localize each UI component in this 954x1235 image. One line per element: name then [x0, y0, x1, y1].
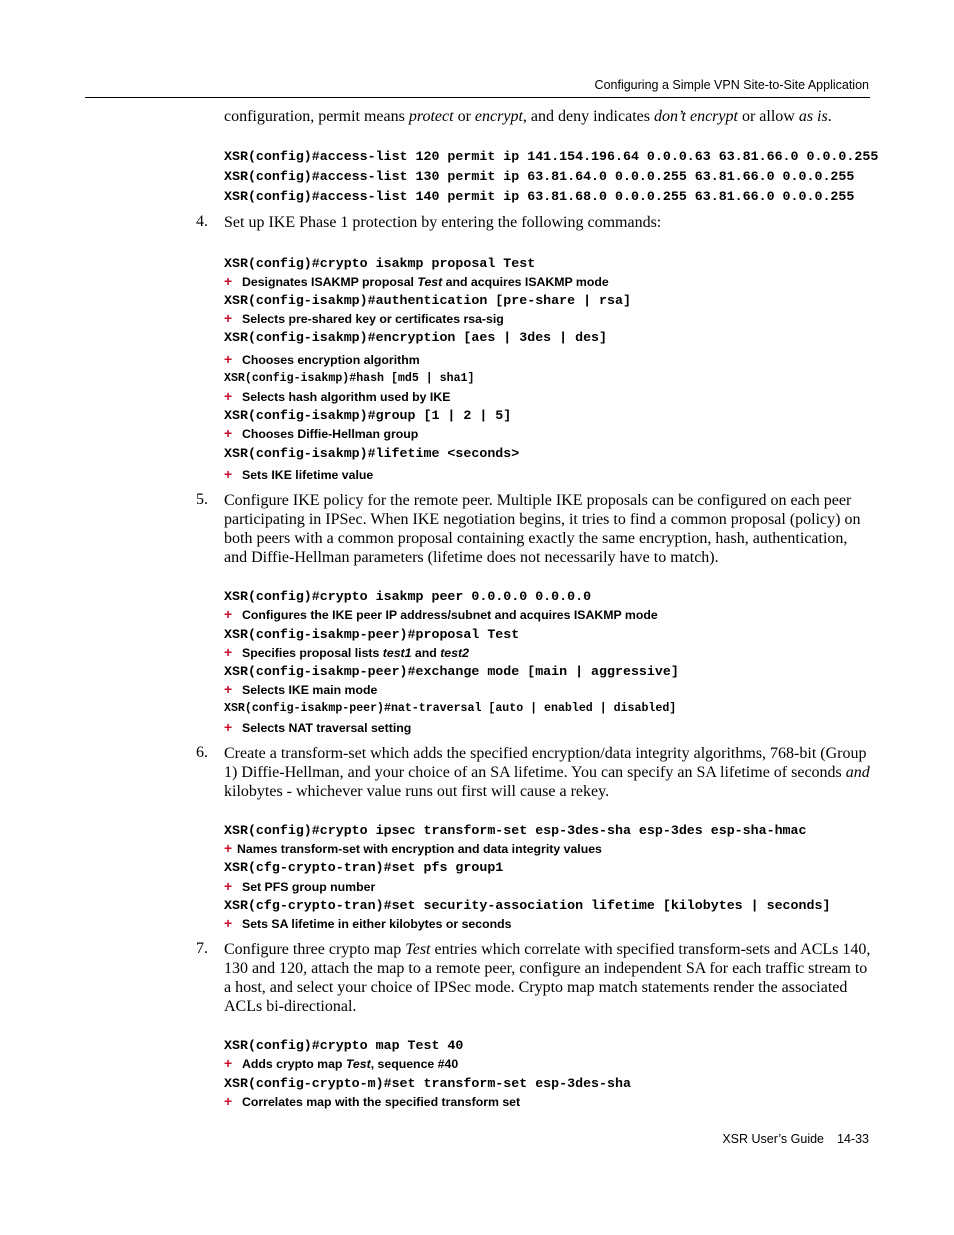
command-note: + Selects NAT traversal setting	[224, 719, 412, 735]
plus-icon: +	[224, 681, 233, 697]
step-text: Configure IKE policy for the remote peer. Multiple IKE proposals can be configured on each peer participating in IPSec. When IKE negotiation begins, it tries to find a common proposal (policy) on both peers with a common proposal containing exactly the same encryption, hash, authentication, and Diffie-Hellman parameters (lifetime does not necessarily have to match).	[224, 492, 861, 566]
command-note: + Sets IKE lifetime value	[224, 466, 374, 482]
guide-title: XSR User’s Guide	[722, 1132, 825, 1146]
command-note: + Configures the IKE peer IP address/subnet and acquires ISAKMP mode	[224, 606, 658, 622]
command-note: + Specifies proposal lists test1 and test2	[224, 644, 469, 660]
step-text: Configure three crypto map Test entries which correlate with specified transform-sets and ACLs 140, 130 and 120, attach the map to a remote peer, configure an independent SA for each traffic stream to a host, and select your choice of IPSec mode. Crypto map match statements render the associated ACLs bi-directional.	[224, 941, 871, 1015]
plus-icon: +	[224, 1055, 233, 1071]
command-note: + Sets SA lifetime in either kilobytes or seconds	[224, 915, 512, 931]
command-line: XSR(config-isakmp-peer)#exchange mode [main | aggressive]	[224, 664, 679, 679]
plus-icon: +	[224, 840, 233, 856]
step-number: 4.	[196, 213, 208, 230]
plus-icon: +	[224, 606, 233, 622]
step-text: Set up IKE Phase 1 protection by entering the following commands:	[224, 214, 662, 231]
plus-icon: +	[224, 425, 233, 441]
command-line: XSR(config)#crypto ipsec transform-set esp-3des-sha esp-3des esp-sha-hmac	[224, 823, 807, 838]
acl-command-140: XSR(config)#access-list 140 permit ip 63.81.68.0 0.0.0.255 63.81.66.0 0.0.0.255	[224, 189, 855, 204]
plus-icon: +	[224, 644, 233, 660]
command-line: XSR(config)#crypto map Test 40	[224, 1038, 464, 1053]
step-number: 7.	[196, 940, 208, 957]
command-line: XSR(config)#crypto isakmp peer 0.0.0.0 0.0.0.0	[224, 589, 592, 604]
command-note: + Selects pre-shared key or certificates rsa-sig	[224, 310, 504, 326]
step-number: 6.	[196, 744, 208, 761]
command-note: + Chooses Diffie-Hellman group	[224, 425, 419, 441]
command-line: XSR(config-isakmp-peer)#nat-traversal [auto | enabled | disabled]	[224, 702, 677, 715]
command-line: XSR(config-crypto-m)#set transform-set esp-3des-sha	[224, 1076, 631, 1091]
running-header: Configuring a Simple VPN Site-to-Site Application	[594, 78, 869, 92]
plus-icon: +	[224, 466, 233, 482]
plus-icon: +	[224, 915, 233, 931]
command-note: + Correlates map with the specified transform set	[224, 1093, 521, 1109]
command-note: + Set PFS group number	[224, 878, 376, 894]
command-line: XSR(cfg-crypto-tran)#set pfs group1	[224, 860, 504, 875]
command-line: XSR(config-isakmp)#authentication [pre-share | rsa]	[224, 293, 631, 308]
step-number: 5.	[196, 491, 208, 508]
command-line: XSR(config-isakmp-peer)#proposal Test	[224, 627, 520, 642]
page-number: 14-33	[837, 1132, 869, 1146]
plus-icon: +	[224, 273, 233, 289]
plus-icon: +	[224, 351, 233, 367]
acl-command-130: XSR(config)#access-list 130 permit ip 63.81.64.0 0.0.0.255 63.81.66.0 0.0.0.255	[224, 169, 855, 184]
page-footer	[722, 1132, 869, 1146]
plus-icon: +	[224, 719, 233, 735]
plus-icon: +	[224, 1093, 233, 1109]
command-note: + Adds crypto map Test, sequence #40	[224, 1055, 459, 1071]
intro-paragraph: configuration, permit means protect or encrypt, and deny indicates don’t encrypt or allow as is.	[224, 108, 832, 125]
command-note: + Selects hash algorithm used by IKE	[224, 388, 451, 404]
command-line: XSR(config-isakmp)#lifetime <seconds>	[224, 446, 520, 461]
command-line: XSR(config-isakmp)#hash [md5 | sha1]	[224, 372, 475, 385]
command-note: + Selects IKE main mode	[224, 681, 378, 697]
command-note: + Designates ISAKMP proposal Test and acquires ISAKMP mode	[224, 273, 609, 289]
acl-command-120: XSR(config)#access-list 120 permit ip 141.154.196.64 0.0.0.63 63.81.66.0 0.0.0.255	[224, 149, 879, 164]
command-line: XSR(config-isakmp)#group [1 | 2 | 5]	[224, 408, 512, 423]
plus-icon: +	[224, 310, 233, 326]
plus-icon: +	[224, 388, 233, 404]
plus-icon: +	[224, 878, 233, 894]
step-text: Create a transform-set which adds the specified encryption/data integrity algorithms, 768-bit (Group 1) Diffie-Hellman, and your choice of an SA lifetime. You can specify an SA lifetime of seconds and kilobytes - whichever value runs out first will cause a rekey.	[224, 745, 870, 800]
command-line: XSR(config)#crypto isakmp proposal Test	[224, 256, 536, 271]
command-line: XSR(cfg-crypto-tran)#set security-association lifetime [kilobytes | seconds]	[224, 898, 831, 913]
header-rule	[85, 97, 870, 98]
command-note: + Chooses encryption algorithm	[224, 351, 420, 367]
command-line: XSR(config-isakmp)#encryption [aes | 3des | des]	[224, 330, 608, 345]
command-note: + Names transform-set with encryption and data integrity values	[224, 840, 602, 856]
